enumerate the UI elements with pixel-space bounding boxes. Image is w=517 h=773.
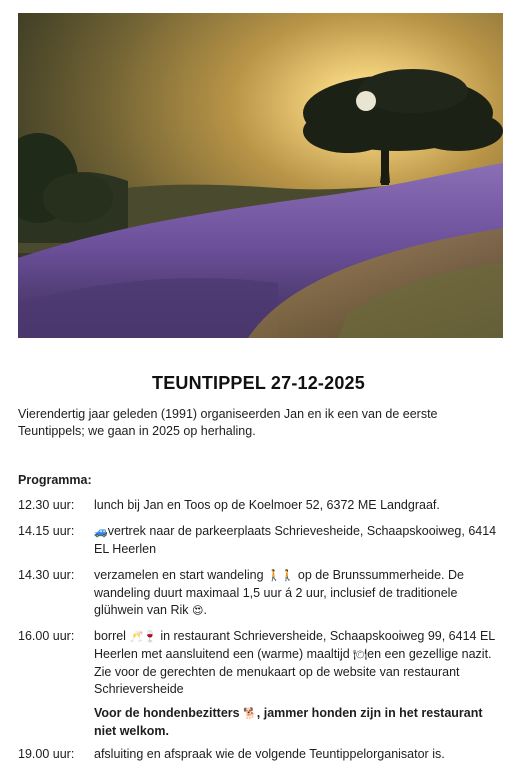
schedule-text: vertrek naar de parkeerplaats Schrievesheide, Schaapskooiweg, 6414 EL Heerlen <box>94 524 497 556</box>
schedule-text: op de Brunssummerheide. De wandeling duurt maximaal 1,5 uur á 2 uur, inclusief de traditionele glühwein van Rik <box>94 568 464 617</box>
schedule-text: lunch bij Jan en Toos op de Koelmoer 52, 6372 ME Landgraaf. <box>94 498 440 512</box>
schedule-text: en een gezellige nazit. Zie voor de gerechten de menukaart op de website van restaurant Schrieversheide <box>94 647 492 696</box>
walking-person-icon: 🚶🚶 <box>267 570 295 582</box>
note-text: Voor de hondenbezitters <box>94 706 244 720</box>
schedule-text: borrel <box>94 629 130 643</box>
heart-eyes-icon: 😍 <box>191 605 204 617</box>
schedule-text: afsluiting en afspraak wie de volgende Teuntippelorganisator is. <box>94 747 445 761</box>
schedule-time: 19.00 uur: <box>18 747 75 761</box>
schedule-text: verzamelen en start wandeling <box>94 568 268 582</box>
schedule-time: 14.15 uur: <box>18 524 75 538</box>
page-title: TEUNTIPPEL 27-12-2025 <box>152 373 365 393</box>
drinks-icon: 🥂🍷 <box>129 631 157 643</box>
intro-text: Vierendertig jaar geleden (1991) organiseerden Jan en ik een van de eerste Teuntippels; we gaan in 2025 op herhaling. <box>18 407 438 438</box>
schedule-text-wrap <box>94 567 506 620</box>
dog-owners-note <box>94 705 504 740</box>
schedule-time: 14.30 uur: <box>18 568 75 582</box>
header-photo <box>18 13 503 338</box>
car-icon: 🚙 <box>94 526 108 538</box>
schedule-text: in restaurant Schrieversheide, Schaapskooiweg 99, 6414 EL Heerlen met aansluitend een (warme) maaltijd <box>94 629 495 661</box>
note-text: , jammer honden zijn in het restaurant niet welkom. <box>94 706 483 738</box>
programma-heading: Programma: <box>18 473 92 487</box>
schedule-text: . <box>203 603 207 617</box>
dog-icon: 🐕 <box>243 708 257 720</box>
heathland-sunset-image <box>18 13 503 338</box>
plate-icon: 🍽 <box>353 649 368 661</box>
schedule-time: 12.30 uur: <box>18 498 75 512</box>
schedule-text-wrap <box>94 523 506 558</box>
schedule-text-wrap <box>94 628 506 698</box>
schedule-time: 16.00 uur: <box>18 629 75 643</box>
